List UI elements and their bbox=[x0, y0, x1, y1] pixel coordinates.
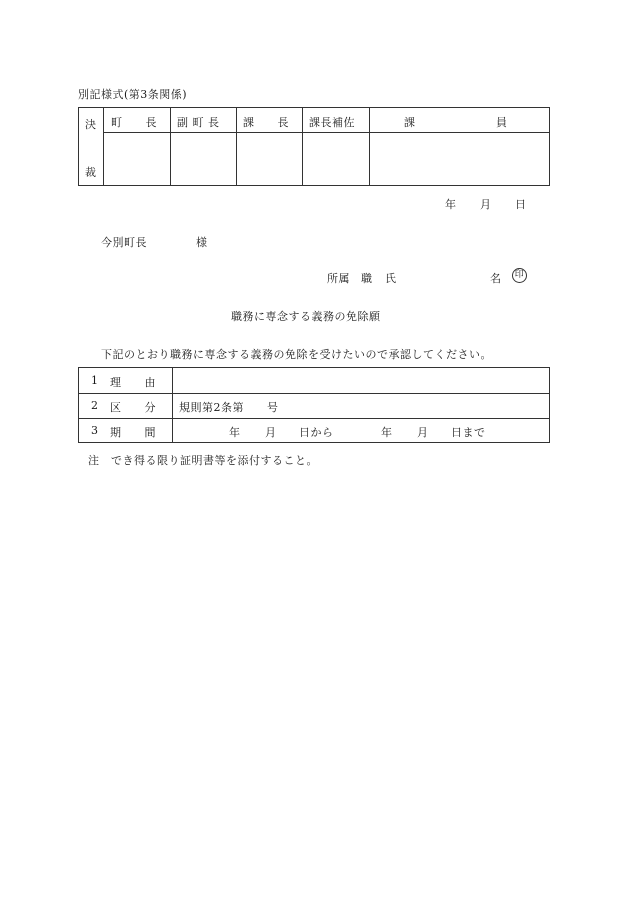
divider bbox=[236, 108, 237, 185]
period-end-day: 日まで bbox=[451, 426, 486, 439]
divider bbox=[103, 132, 549, 133]
applicant-affiliation: 所属 bbox=[327, 272, 350, 285]
form-reference: 別記様式(第3条関係) bbox=[78, 88, 188, 101]
document-title: 職務に専念する義務の免除願 bbox=[231, 310, 381, 323]
details-table bbox=[78, 367, 550, 443]
row-number: 2 bbox=[91, 399, 99, 412]
approval-col-assistant-chief: 課長補佐 bbox=[309, 116, 355, 129]
divider bbox=[79, 393, 549, 394]
divider bbox=[369, 108, 370, 185]
period-start-year: 年 bbox=[229, 426, 241, 439]
period-start-day: 日から bbox=[299, 426, 334, 439]
period-end-year: 年 bbox=[381, 426, 393, 439]
approval-col-staff: 課 員 bbox=[404, 116, 508, 129]
body-text: 下記のとおり職務に専念する義務の免除を受けたいので承認してください。 bbox=[101, 348, 492, 361]
row-label-reason: 理 由 bbox=[110, 376, 156, 389]
divider bbox=[172, 368, 173, 442]
period-start-month: 月 bbox=[265, 426, 277, 439]
date-day: 日 bbox=[515, 198, 527, 211]
footnote: 注 でき得る限り証明書等を添付すること。 bbox=[88, 454, 318, 467]
approval-col-deputy-mayor: 副 町 長 bbox=[177, 116, 220, 129]
row-number: 3 bbox=[91, 424, 99, 437]
row-number: 1 bbox=[91, 374, 99, 387]
applicant-name-first: 氏 bbox=[385, 272, 397, 285]
approval-side-label-top: 決 bbox=[85, 118, 97, 131]
row-value-category: 規則第2条第 号 bbox=[179, 401, 279, 414]
divider bbox=[79, 418, 549, 419]
applicant-name-second: 名 bbox=[490, 272, 502, 285]
row-label-period: 期 間 bbox=[110, 426, 156, 439]
applicant-position: 職 bbox=[361, 272, 373, 285]
approval-col-section-chief: 課 長 bbox=[243, 116, 289, 129]
seal-mark: 印 bbox=[512, 268, 527, 283]
approval-table bbox=[78, 107, 550, 186]
row-label-category: 区 分 bbox=[110, 401, 156, 414]
divider bbox=[302, 108, 303, 185]
divider bbox=[103, 108, 104, 185]
period-end-month: 月 bbox=[417, 426, 429, 439]
approval-col-mayor: 町 長 bbox=[111, 116, 157, 129]
date-month: 月 bbox=[480, 198, 492, 211]
addressee-honorific: 様 bbox=[196, 236, 208, 249]
addressee-name: 今別町長 bbox=[101, 236, 147, 249]
divider bbox=[170, 108, 171, 185]
approval-side-label-bottom: 裁 bbox=[85, 166, 97, 179]
date-year: 年 bbox=[445, 198, 457, 211]
